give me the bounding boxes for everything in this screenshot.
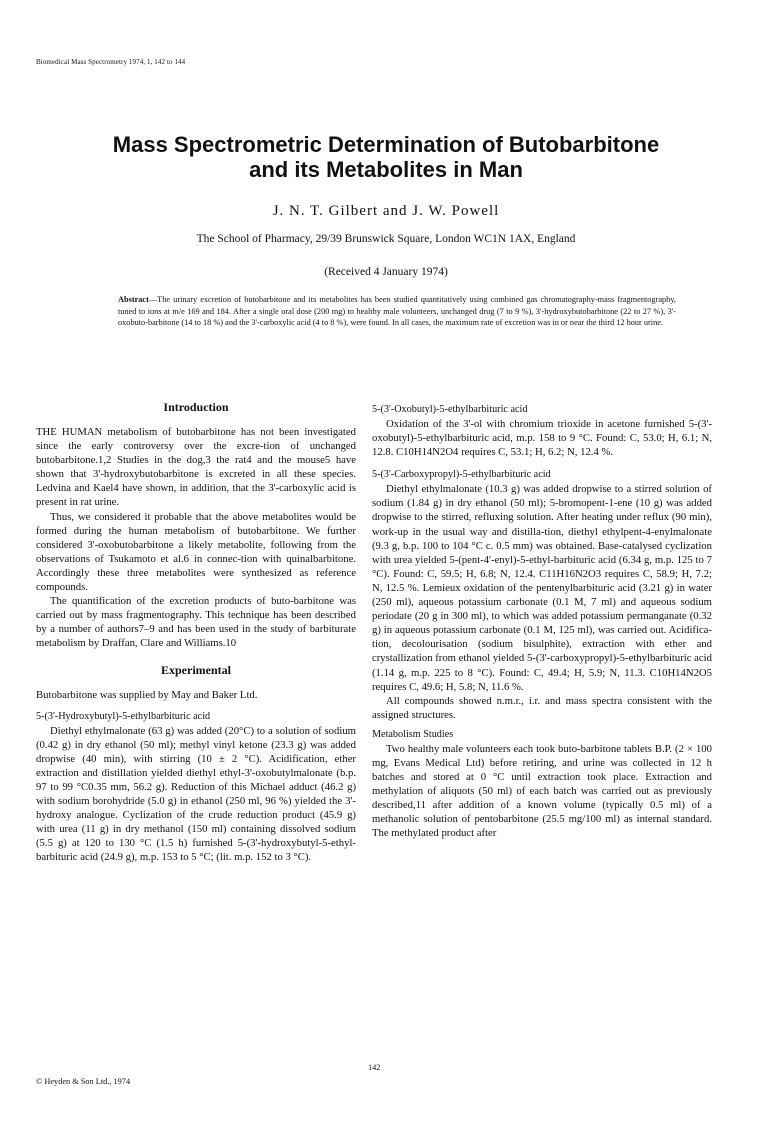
experimental-paragraph-1: Butobarbitone was supplied by May and Baker Ltd. bbox=[36, 688, 258, 701]
right-paragraph-3: All compounds showed n.m.r., i.r. and mass spectra consistent with the assigned structures. bbox=[372, 694, 712, 721]
experimental-paragraph-2: Diethyl ethylmalonate (63 g) was added (20°C) to a solution of sodium (0.42 g) in dry ethanol (50 ml); methyl vinyl ketone (23.3 g) was added dropwise (40 min), with stirring (10 ± 2 °C). Acidification, ether extraction and distillation yielded diethyl ethyl-3'-oxobutylmalonate (b.p. 97 to 99 °C0.35 mm, 56.2 g). Reduction of this Michael adduct (46.2 g) with sodium borohydride (5.0 g) in ethanol (250 ml, 96 %) yielded the 3'-hydroxy analogue. Cyclization of the crude reduction product (45.9 g) with urea (11 g) in dry methanol (150 ml) containing dissolved sodium (5.5 g) at 120 to 130 °C (1.5 h) furnished 5-(3'-hydroxybutyl-5-ethyl-barbituric acid (24.9 g), m.p. 153 to 5 °C; (lit. m.p. 152 to 3 °C). bbox=[36, 724, 356, 864]
title-line-1: Mass Spectrometric Determination of Butobarbitone bbox=[112, 132, 660, 157]
page-number: 142 bbox=[368, 1063, 381, 1072]
paper-title bbox=[0, 132, 772, 182]
authors: J. N. T. Gilbert and J. W. Powell bbox=[272, 203, 500, 219]
subheading-hydroxybutyl: 5-(3'-Hydroxybutyl)-5-ethylbarbituric acid bbox=[36, 710, 211, 722]
title-line-2: and its Metabolites in Man bbox=[249, 157, 523, 182]
right-paragraph-4: Two healthy male volunteers each took buto-barbitone tablets B.P. (2 × 100 mg, Evans Medical Ltd) before retiring, and urine was collected in 12 h batches and stored at 0 °C until extraction took place. Extraction and methylation of aliquots (50 ml) of each batch was carried out as previously described,11 after addition of a known volume (typically 0.5 ml) of a methanolic solution of pentobarbitone (25.5 mg/100 ml) as internal standard. The methylated product after bbox=[372, 742, 712, 840]
copyright-footer: © Heyden & Son Ltd., 1974 bbox=[36, 1077, 131, 1086]
intro-paragraph-2: Thus, we considered it probable that the above metabolites would be formed during the human metabolism of butobarbitone. We further considered 3'-oxobutobarbitone a likely metabolite, following from the observations of Tsukamoto et al.6 in connec-tion with quinalbarbitone. Accordingly these three metabolites were synthesized as reference compounds. bbox=[36, 510, 356, 594]
abstract-text: —The urinary excretion of butobarbitone and its metabolites has been studied quantitatively using combined gas chromatography-mass fragmentography, tuned to ions at m/e 169 and 184. After a single oral dose (200 mg) to healthy male volunteers, unchanged drug (7 to 9 %), 3'-hydroxybutobarbitone (22 to 27 %), 3'-oxobuto-barbitone (14 to 18 %) and the 3'-carboxylic acid (4 to 8 %), were found. In all cases, the maximum rate of excretion was in or near the third 12 hour urine. bbox=[118, 295, 676, 328]
intro-paragraph-3: The quantification of the excretion products of buto-barbitone was carried out by mass fragmentography. This technique has been described by a number of authors7–9 and has been used in the study of barbiturate metabolism by Draffan, Clare and Williams.10 bbox=[36, 595, 356, 650]
intro-paragraph-1: THE HUMAN metabolism of butobarbitone has not been investigated since the early controversy over the excre-tion of unchanged butobarbitone.1,2 Studies in the dog,3 the rat4 and the mouse5 have shown that 3'-hydroxybutobarbitone is excreted in all these species. Ledvina and Kael4 have shown, in addition, that the 3'-carboxylic acid is present in rat urine. bbox=[36, 426, 356, 509]
journal-citation: Biomedical Mass Spectrometry 1974, 1, 142 to 144 bbox=[36, 58, 186, 66]
right-column bbox=[372, 403, 712, 841]
left-column bbox=[36, 400, 356, 865]
right-paragraph-1: Oxidation of the 3'-ol with chromium trioxide in acetone furnished 5-(3'-oxobutyl)-5-ethylbarbituric acid, m.p. 158 to 9 °C. Found: C, 53.0; H, 6.1; N, 12.8. C10H14N2O4 requires C, 53.1; H, 6.2; N, 12.4 %. bbox=[372, 418, 712, 459]
received-date: (Received 4 January 1974) bbox=[324, 266, 448, 278]
affiliation: The School of Pharmacy, 29/39 Brunswick Square, London WC1N 1AX, England bbox=[196, 233, 576, 245]
subheading-metabolism: Metabolism Studies bbox=[372, 728, 454, 740]
introduction-heading: Introduction bbox=[163, 400, 229, 414]
experimental-heading: Experimental bbox=[161, 662, 231, 677]
subheading-carboxypropyl: 5-(3'-Carboxypropyl)-5-ethylbarbituric acid bbox=[372, 469, 551, 481]
abstract-label: Abstract bbox=[118, 295, 149, 304]
subheading-oxobutyl: 5-(3'-Oxobutyl)-5-ethylbarbituric acid bbox=[372, 404, 528, 415]
right-paragraph-2: Diethyl ethylmalonate (10.3 g) was added dropwise to a stirred solution of sodium (1.84 g) in dry ethanol (50 ml); 5-bromopent-1-ene (10 g) was added dropwise to the stirred, refluxing solution. After heating under reflux (90 min), work-up in the usual way and distilla-tion, diethyl ethylpent-4-enylmalonate (9.3 g, b.p. 100 to 104 °C c. 0.5 mm) was obtained. Base-catalysed cyclization with urea yielded 5-(pent-4'-enyl)-5-ethyl-barbituric acid (6.34 g, m.p. 125 to 7 °C). Found: C, 59.5; H, 6.8; N, 12.4. C11H16N2O3 requires C, 58.9; H, 7.2; N, 12.5 %. Lemieux oxidation of the pentenylbarbituric acid (3.21 g) in water (250 ml), aqueous potassium carbonate (0.1 M, 7 ml) and aqueous sodium periodate (20 g in 300 ml), to which was added potassium permanganate (0.32 g) in aqueous potassium carbonate (0.1 M, 125 ml), was carried out. Acidifica-tion, decolourisation (sodium bisulphite), extraction with ether and crystallization from ethanol yielded 5-(3'-carboxypropyl)-5-ethylbarbituric acid (1.14 g, m.p. 225 to 8 °C). Found: C, 49.4; H, 5.9; N, 11.3. C10H14N2O5 requires C, 49.6; H, 5.8; N, 11.6 %. bbox=[372, 483, 712, 693]
abstract bbox=[118, 294, 676, 329]
